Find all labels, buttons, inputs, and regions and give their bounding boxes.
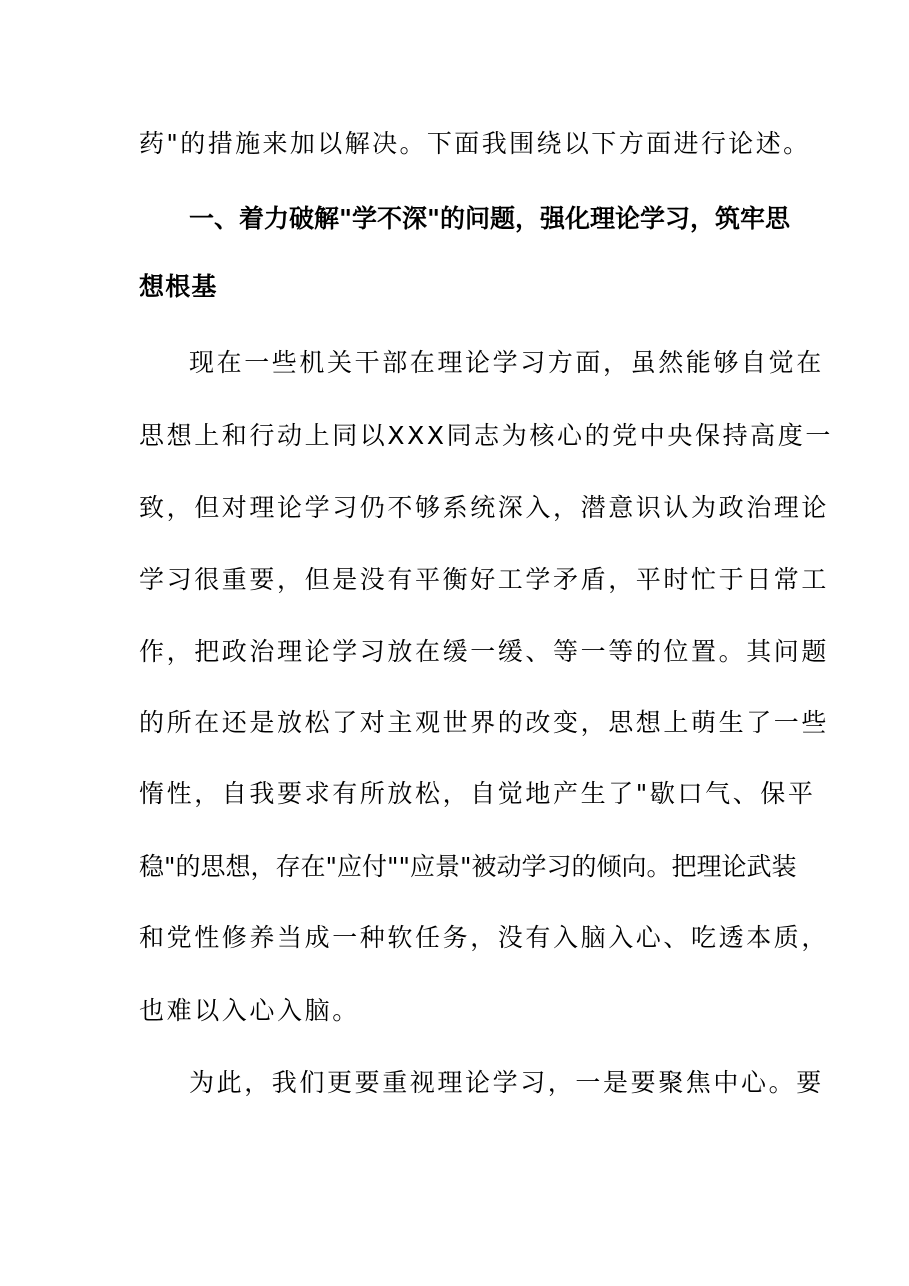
paragraph-line: 惰性，自我要求有所放松，自觉地产生了"歇口气、保平 <box>139 779 816 808</box>
paragraph-line: 作，把政治理论学习放在缓一缓、等一等的位置。其问题 <box>139 637 830 666</box>
paragraph-line: 和党性修养当成一种软任务，没有入脑入心、吃透本质， <box>139 923 830 952</box>
paragraph-line: 的所在还是放松了对主观世界的改变，思想上萌生了一些 <box>139 708 830 737</box>
section-heading-line: 一、着力破解"学不深"的问题，强化理论学习，筑牢思 <box>189 204 791 233</box>
section-heading-line: 想根基 <box>139 272 218 301</box>
paragraph-line: 致，但对理论学习仍不够系统深入，潜意识认为政治理论 <box>139 493 830 522</box>
paragraph-line: 为此，我们更要重视理论学习，一是要聚焦中心。要 <box>189 1068 824 1097</box>
paragraph-line: 现在一些机关干部在理论学习方面，虽然能够自觉在 <box>189 348 824 377</box>
paragraph-line: 稳"的思想，存在"应付""应景"被动学习的倾向。把理论武装 <box>139 852 797 881</box>
paragraph-line: 药"的措施来加以解决。下面我围绕以下方面进行论述。 <box>139 129 811 158</box>
paragraph-line: 也难以入心入脑。 <box>139 996 360 1025</box>
paragraph-line: 思想上和行动上同以XXX同志为核心的党中央保持高度一 <box>139 421 833 450</box>
paragraph-line: 学习很重要，但是没有平衡好工学矛盾，平时忙于日常工 <box>139 565 830 594</box>
